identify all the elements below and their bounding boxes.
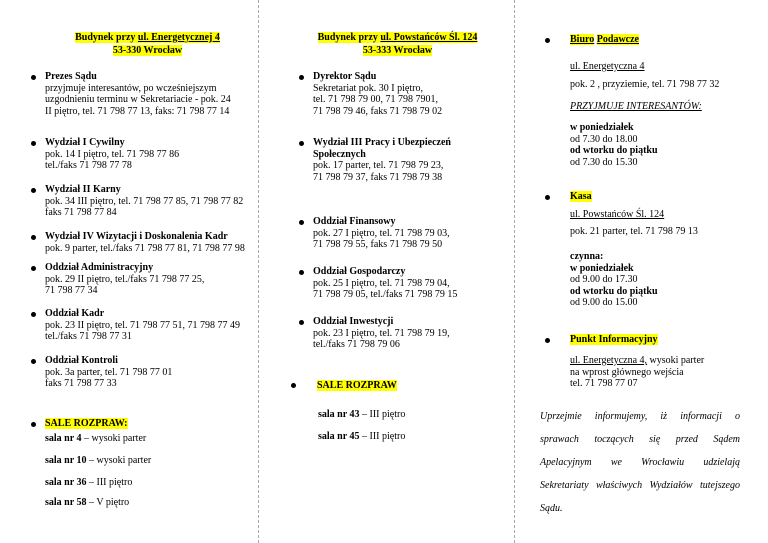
department-detail-line: tel./faks 71 798 77 31 <box>45 331 132 342</box>
room-floor: – wysoki parter <box>86 455 152 466</box>
notice-line: Sekretariaty właściwych Wydziałów tutejszego <box>540 480 740 491</box>
bullet-icon <box>299 270 304 275</box>
header-prefix: Budynek przy <box>75 32 138 43</box>
department-item <box>45 355 172 390</box>
room-item <box>45 455 151 467</box>
bullet-icon <box>31 266 36 271</box>
room-number: sala nr 45 <box>318 431 360 442</box>
header-street: ul. Energetycznej 4 <box>137 32 220 43</box>
department-title: Oddział Inwestycji <box>313 316 394 327</box>
department-detail-line: faks 71 798 77 33 <box>45 378 117 389</box>
department-detail-line: pok. 27 I piętro, tel. 71 798 79 03, <box>313 227 450 239</box>
bullet-icon <box>545 195 550 200</box>
notice-line: Apelacyjnym we Wrocławiu udzielają <box>540 457 740 468</box>
hours-line: w poniedziałek <box>570 262 634 274</box>
rooms-title-1: SALE ROZPRAW: <box>45 418 128 429</box>
department-detail-line: pok. 23 II piętro, tel. 71 798 77 51, 71 798 77 49 <box>45 319 240 331</box>
department-item <box>313 137 451 183</box>
department-title: Wydział II Karny <box>45 184 121 195</box>
department-detail-line: 71 798 79 55, faks 71 798 79 50 <box>313 239 443 250</box>
room-floor: – III piętro <box>359 431 406 442</box>
department-detail-line: pok. 3a parter, tel. 71 798 77 01 <box>45 366 173 378</box>
bullet-icon <box>31 359 36 364</box>
department-title: Oddział Finansowy <box>313 216 396 227</box>
building-header-2 <box>290 31 505 57</box>
department-detail-line: 71 798 79 46, faks 71 798 79 02 <box>313 105 443 117</box>
kasa-info: pok. 21 parter, tel. 71 798 79 13 <box>570 226 698 237</box>
department-title: Oddział Kontroli <box>45 355 118 366</box>
room-number: sala nr 36 <box>45 477 87 488</box>
department-item <box>45 262 204 297</box>
bullet-icon <box>299 220 304 225</box>
bullet-icon <box>31 235 36 240</box>
room-number: sala nr 10 <box>45 455 87 466</box>
department-item <box>313 266 457 301</box>
bullet-icon <box>299 320 304 325</box>
bullet-icon <box>31 312 36 317</box>
room-floor: – wysoki parter <box>81 433 147 444</box>
bullet-icon <box>31 75 36 80</box>
department-detail-line: 71 798 79 37, faks 71 798 79 38 <box>313 171 443 183</box>
header-street: ul. Powstańców Śl. 124 <box>380 32 478 43</box>
bullet-icon <box>545 338 550 343</box>
header-city: 53-333 Wrocław <box>362 45 433 56</box>
bullet-icon <box>291 383 296 388</box>
hours-line: od 7.30 do 18.00 <box>570 133 638 145</box>
biuro-info: pok. 2 , przyziemie, tel. 71 798 77 32 <box>570 79 720 90</box>
bullet-icon <box>31 422 36 427</box>
department-title: Wydział III Pracy i Ubezpieczeń <box>313 137 451 148</box>
department-detail-line: faks 71 798 77 84 <box>45 207 117 218</box>
kasa-title: Kasa <box>570 191 592 202</box>
department-item <box>45 184 243 219</box>
hours-line: od 9.00 do 15.00 <box>570 297 638 308</box>
punkt-line: tel. 71 798 77 07 <box>570 378 638 389</box>
notice-text <box>540 405 740 520</box>
room-floor: – III piętro <box>86 477 133 488</box>
department-detail-line: przyjmuje interesantów, po wcześniejszym <box>45 82 217 94</box>
department-title-cont: Społecznych <box>313 148 366 160</box>
room-number: sala nr 58 <box>45 497 87 508</box>
header-city: 53-330 Wrocław <box>112 45 183 56</box>
room-item <box>318 409 405 421</box>
room-item <box>45 433 146 445</box>
biuro-address: ul. Energetyczna 4 <box>570 61 645 72</box>
punkt-line: na wprost głównego wejścia <box>570 366 684 378</box>
room-floor: – V piętro <box>86 497 130 508</box>
room-item <box>318 431 405 443</box>
punkt-title: Punkt Informacyjny <box>570 334 658 345</box>
header-prefix: Budynek przy <box>317 32 381 43</box>
department-title: Oddział Kadr <box>45 308 105 319</box>
notice-line: Uprzejmie informujemy, iż informacji o <box>540 411 740 422</box>
department-detail-line: uzgodnieniu terminu w Sekretariacie - pok. 24 <box>45 94 231 105</box>
department-detail-line: tel./faks 71 798 79 06 <box>313 339 400 350</box>
department-detail-line: tel. 71 798 79 00, 71 798 7901, <box>313 94 438 105</box>
department-title: Oddział Administracyjny <box>45 262 154 273</box>
department-detail-line: pok. 34 III piętro, tel. 71 798 77 85, 71 798 77 82 <box>45 195 244 207</box>
department-item <box>313 71 442 117</box>
bullet-icon <box>299 75 304 80</box>
department-detail-line: pok. 23 I piętro, tel. 71 798 79 19, <box>313 327 450 339</box>
department-detail-line: pok. 25 I piętro, tel. 71 798 79 04, <box>313 277 450 289</box>
bullet-icon <box>299 141 304 146</box>
room-number: sala nr 43 <box>318 409 360 420</box>
punkt-details <box>570 355 704 390</box>
kasa-hours <box>570 251 658 309</box>
biuro-przyjmuje: PRZYJMUJE INTERESANTÓW: <box>570 101 702 112</box>
building-header-1 <box>40 31 255 57</box>
punkt-address: ul. Energetyczna 4, <box>570 355 648 366</box>
department-detail-line: pok. 17 parter, tel. 71 798 79 23, <box>313 160 444 171</box>
room-floor: – III piętro <box>359 409 406 420</box>
bullet-icon <box>31 141 36 146</box>
hours-line: od 7.30 do 15.30 <box>570 156 638 168</box>
department-item <box>45 137 179 172</box>
department-detail-line: Sekretariat pok. 30 I piętro, <box>313 82 423 94</box>
biuro-hours <box>570 122 658 168</box>
kasa-address: ul. Powstańców Śl. 124 <box>570 209 665 220</box>
hours-line: od wtorku do piątku <box>570 145 658 156</box>
room-number: sala nr 4 <box>45 433 82 444</box>
column-divider-2 <box>514 0 515 543</box>
department-item <box>45 308 240 343</box>
department-title: Oddział Gospodarczy <box>313 266 406 277</box>
column-divider-1 <box>258 0 259 543</box>
bullet-icon <box>545 38 550 43</box>
department-detail-line: pok. 14 I piętro, tel. 71 798 77 86 <box>45 148 180 160</box>
department-title: Prezes Sądu <box>45 71 97 82</box>
department-detail-line: pok. 29 II piętro, tel./faks 71 798 77 25, <box>45 273 205 285</box>
hours-line: od wtorku do piątku <box>570 285 658 297</box>
department-item <box>45 71 231 117</box>
department-title: Wydział IV Wizytacji i Doskonalenia Kadr <box>45 231 228 242</box>
notice-line: Sądu. <box>540 503 563 514</box>
department-detail-line: 71 798 79 05, tel./faks 71 798 79 15 <box>313 289 458 300</box>
department-item <box>313 216 450 251</box>
room-item <box>45 497 129 509</box>
department-item <box>45 231 245 254</box>
bullet-icon <box>31 188 36 193</box>
department-detail-line: pok. 9 parter, tel./faks 71 798 77 81, 71 798 77 98 <box>45 242 245 254</box>
rooms-title-2: SALE ROZPRAW <box>317 380 397 391</box>
department-detail-line: 71 798 77 34 <box>45 285 98 296</box>
department-item <box>313 316 450 351</box>
notice-line: sprawach toczących się przed Sądem <box>540 434 740 445</box>
hours-line: od 9.00 do 17.30 <box>570 274 638 285</box>
biuro-title: Biuro Podawcze <box>570 34 639 45</box>
hours-line: czynna: <box>570 251 604 262</box>
department-title: Wydział I Cywilny <box>45 137 125 148</box>
department-detail-line: II piętro, tel. 71 798 77 13, faks: 71 798 77 14 <box>45 105 230 117</box>
punkt-address-rest: wysoki parter <box>647 355 705 366</box>
room-item <box>45 477 132 489</box>
department-detail-line: tel./faks 71 798 77 78 <box>45 160 132 171</box>
hours-line: w poniedziałek <box>570 122 634 133</box>
department-title: Dyrektor Sądu <box>313 71 377 82</box>
